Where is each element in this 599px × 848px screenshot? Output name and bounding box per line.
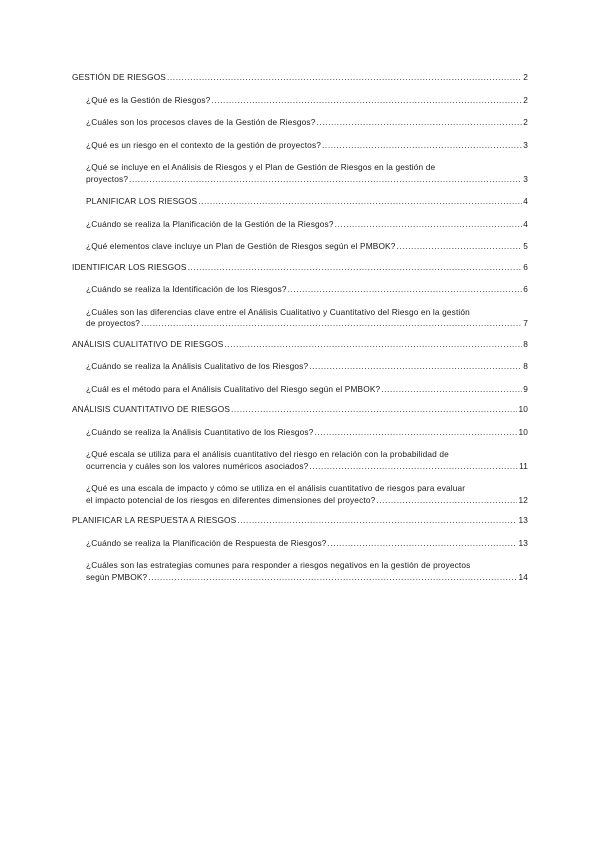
toc-entry-text: PLANIFICAR LOS RIESGOS [86,196,198,206]
toc-entry-text: ¿Cuándo se realiza la Identificación de los Riesgos? [86,284,287,294]
toc-page-number: 4 [523,218,528,229]
dot-leader [224,339,522,351]
dot-leader [198,196,522,208]
toc-subsection-link[interactable] [86,196,528,208]
toc-page-number: 10 [518,404,528,414]
toc-entry-text: de proyectos? [86,318,141,328]
toc-subsection-link[interactable] [86,538,528,550]
toc-page-number: 6 [523,261,528,272]
toc-page-number: 14 [518,571,528,582]
toc-entry-text: GESTIÓN DE RIESGOS [72,72,166,82]
dot-leader [316,117,522,129]
toc-entry-text-line1: ¿Qué es una escala de impacto y cómo se utiliza en el análisis cuantitativo de riesgos para evaluar [86,483,466,493]
toc-subsection-link[interactable] [86,140,528,152]
toc-page-number: 4 [523,196,528,206]
toc-section-link[interactable] [72,515,528,527]
dot-leader [376,495,517,507]
toc-subsection-link[interactable] [86,483,528,506]
dot-leader [335,219,523,231]
dot-leader [309,461,518,473]
toc-entry-text: PLANIFICAR LA RESPUESTA A RIESGOS [72,515,237,525]
toc-subsection-link[interactable] [86,95,528,107]
dot-leader [167,72,522,84]
toc-page-number: 2 [523,117,528,127]
toc-subsection-link[interactable] [86,560,528,583]
toc-page-number: 13 [518,537,528,548]
dot-leader [129,174,522,186]
toc-entry-text: según PMBOK? [86,571,148,582]
toc-subsection-link[interactable] [86,307,528,330]
toc-entry-text: ¿Qué es la Gestión de Riesgos? [86,94,211,105]
toc-entry-text: ¿Cuál es el método para el Análisis Cualitativo del Riesgo según el PMBOK? [86,383,381,394]
toc-entry-text-line1: ¿Cuáles son las estrategias comunes para responder a riesgos negativos en la gestión de proyectos [86,560,471,570]
toc-page-number: 6 [523,284,528,294]
toc-entry-text-line1: ¿Qué escala se utiliza para el análisis cuantitativo del riesgo en relación con la probabilidad de [86,449,449,459]
toc-entry-line2 [86,495,528,507]
toc-entry-text: ¿Cuándo se realiza la Análisis Cuantitativo de los Riesgos? [86,426,314,437]
toc-section-link[interactable] [72,262,528,274]
toc-page-number: 8 [523,338,528,349]
toc-page-number: 10 [518,426,528,437]
toc-entry-text: IDENTIFICAR LOS RIESGOS [72,261,187,272]
toc-page-number: 2 [523,72,528,82]
toc-entry-text: ¿Cuáles son los procesos claves de la Gestión de Riesgos? [86,117,316,127]
toc-page-number: 9 [523,383,528,394]
toc-entry-text: ¿Cuándo se realiza la Planificación de Respuesta de Riesgos? [86,537,327,548]
toc-page-number: 12 [518,494,528,505]
toc-subsection-link[interactable] [86,384,528,396]
toc-entry-text: ¿Qué es un riesgo en el contexto de la gestión de proyectos? [86,139,322,150]
toc-entry-text: proyectos? [86,173,129,184]
toc-entry-text-line1: ¿Qué se incluye en el Análisis de Riesgos y el Plan de Gestión de Riesgos en la gestión de [86,162,436,172]
dot-leader [211,95,522,107]
table-of-contents [72,72,528,583]
dot-leader [381,384,522,396]
toc-section-link[interactable] [72,339,528,351]
toc-subsection-link[interactable] [86,162,528,185]
toc-section-link[interactable] [72,72,528,84]
dot-leader [288,284,523,296]
toc-section-link[interactable] [72,404,528,416]
toc-entry-text: ANÁLISIS CUALITATIVO DE RIESGOS [72,338,224,349]
toc-entry-text: ocurrencia y cuáles son los valores numéricos asociados? [86,460,309,471]
toc-page-number: 3 [523,173,528,184]
dot-leader [231,404,517,416]
dot-leader [322,140,522,152]
toc-entry-line2 [86,174,528,186]
toc-page-number: 11 [519,460,528,471]
dot-leader [141,318,522,330]
toc-page-number: 5 [523,241,528,251]
dot-leader [314,427,517,439]
toc-entry-text: ¿Cuándo se realiza la Planificación de la Gestión de la Riesgos? [86,218,334,229]
dot-leader [237,515,517,527]
toc-page-number: 13 [518,515,528,525]
toc-page-number: 7 [523,318,528,328]
dot-leader [328,538,518,550]
toc-page-number: 2 [523,94,528,105]
toc-page-number: 8 [523,361,528,371]
toc-entry-line2 [86,572,528,584]
toc-subsection-link[interactable] [86,361,528,373]
toc-page-number: 3 [523,139,528,150]
toc-entry-line2 [86,461,528,473]
dot-leader [188,262,523,274]
dot-leader [309,361,522,373]
toc-entry-text: ANÁLISIS CUANTITATIVO DE RIESGOS [72,404,231,414]
toc-subsection-link[interactable] [86,241,528,253]
toc-subsection-link[interactable] [86,117,528,129]
toc-entry-text: ¿Qué elementos clave incluye un Plan de Gestión de Riesgos según el PMBOK? [86,241,396,251]
toc-subsection-link[interactable] [86,427,528,439]
dot-leader [148,572,517,584]
toc-subsection-link[interactable] [86,219,528,231]
toc-entry-line2 [86,318,528,330]
toc-entry-text: ¿Cuándo se realiza la Análisis Cualitativo de los Riesgos? [86,361,309,371]
toc-entry-text: el impacto potencial de los riesgos en diferentes dimensiones del proyecto? [86,494,376,505]
toc-subsection-link[interactable] [86,284,528,296]
toc-entry-text-line1: ¿Cuáles son las diferencias clave entre el Análisis Cualitativo y Cuantitativo del Riesgo en la gestión [86,306,470,317]
dot-leader [397,241,523,253]
toc-subsection-link[interactable] [86,449,528,472]
